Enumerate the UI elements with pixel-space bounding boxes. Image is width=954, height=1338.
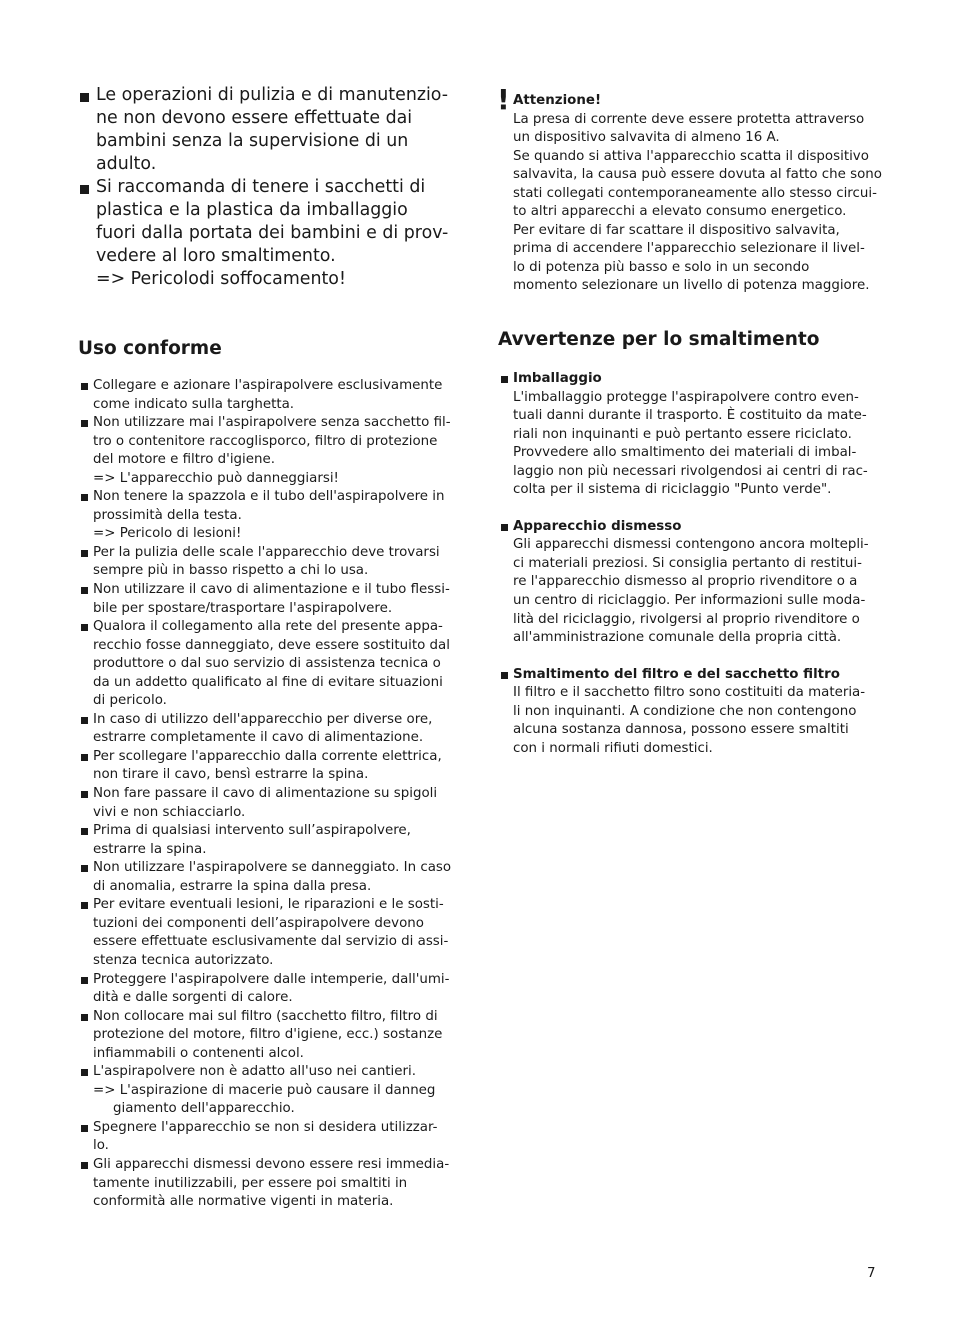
section-title: Smaltimento del filtro e del sacchetto filtro — [513, 666, 840, 682]
bullet-square-icon — [81, 977, 88, 984]
text-line: Gli apparecchi dismessi devono essere resi immedia- — [93, 1156, 450, 1172]
text-line: tuzioni dei componenti dell’aspirapolvere devono — [93, 915, 424, 931]
disposal-section-apparecchio-dismesso — [498, 518, 883, 648]
text-line: sempre più in basso rispetto a chi lo usa. — [93, 563, 369, 579]
page-number: 7 — [867, 1266, 876, 1281]
text-line: un centro di riciclaggio. Per informazioni sulle moda- — [513, 593, 866, 609]
text-line: lo. — [93, 1138, 109, 1154]
text-line: Per la pulizia delle scale l'apparecchio deve trovarsi — [93, 544, 440, 560]
intro-bullet — [78, 84, 458, 176]
list-item — [78, 971, 458, 1008]
text-line: In caso di utilizzo dell'apparecchio per diverse ore, — [93, 711, 433, 727]
text-line: vedere al loro smaltimento. — [96, 246, 336, 266]
bullet-square-icon — [501, 672, 508, 679]
exclamation-icon: ! — [497, 83, 510, 116]
text-line: salvavita, la causa può essere dovuta al fatto che sono — [513, 167, 882, 183]
text-line: Per evitare di far scattare il dispositivo salvavita, — [513, 222, 840, 238]
text-line: riali non inquinanti e può pertanto essere riciclato. — [513, 426, 852, 442]
text-line: protezione del motore, filtro d'igiene, ecc.) sostanze — [93, 1027, 443, 1043]
list-item — [78, 618, 458, 711]
text-line: re l'apparecchio dismesso al proprio rivenditore o a — [513, 574, 858, 590]
bullet-square-icon — [81, 1125, 88, 1132]
bullet-square-icon — [81, 754, 88, 761]
text-line: stenza tecnica autorizzato. — [93, 952, 274, 968]
text-line: Si raccomanda di tenere i sacchetti di — [96, 177, 426, 197]
text-line: Collegare e azionare l'aspirapolvere esclusivamente — [93, 378, 443, 393]
text-line: bambini senza la supervisione di un — [96, 131, 409, 151]
warning-box — [497, 83, 883, 296]
list-item — [78, 377, 458, 414]
text-line: produttore o dal suo servizio di assistenza tecnica o — [93, 656, 441, 672]
text-line: da un addetto qualificato al fine di evitare situazioni — [93, 674, 443, 690]
bullet-square-icon — [81, 902, 88, 909]
disposal-section-imballaggio — [498, 370, 883, 500]
text-line: colta per il sistema di riciclaggio "Punto verde". — [513, 482, 832, 498]
text-line: Prima di qualsiasi intervento sull’aspirapolvere, — [93, 823, 411, 839]
text-line: bile per spostare/trasportare l'aspirapolvere. — [93, 600, 393, 616]
text-line: del motore e filtro d'igiene. — [93, 452, 276, 468]
text-line: L'imballaggio protegge l'aspirapolvere contro even- — [513, 389, 859, 405]
bullet-square-icon — [80, 185, 89, 194]
text-line: all'amministrazione comunale della propria città. — [513, 630, 842, 646]
text-line: => L'aspirazione di macerie può causare il danneg — [93, 1082, 436, 1098]
text-line: non tirare il cavo, bensì estrarre la spina. — [93, 767, 369, 783]
text-line: ne non devono essere effettuate dai — [96, 108, 413, 128]
text-line: momento selezionare un livello di potenza maggiore. — [513, 278, 870, 294]
bullet-square-icon — [81, 828, 88, 835]
list-item — [78, 1063, 458, 1119]
bullet-square-icon — [81, 420, 88, 427]
text-line: Non utilizzare il cavo di alimentazione e il tubo flessi- — [93, 582, 450, 598]
list-item — [78, 1119, 458, 1156]
warning-title: Attenzione! — [513, 93, 602, 108]
text-line: Non tenere la spazzola e il tubo dell'aspirapolvere in — [93, 489, 445, 505]
left-column — [78, 84, 458, 1212]
list-item — [78, 896, 458, 970]
list-item — [78, 859, 458, 896]
bullet-square-icon — [81, 494, 88, 501]
text-line: Qualora il collegamento alla rete del presente appa- — [93, 619, 443, 635]
list-item — [78, 748, 458, 785]
text-line: stati collegati contemporaneamente allo stesso circui- — [513, 185, 877, 201]
list-item — [78, 711, 458, 748]
text-line: Se quando si attiva l'apparecchio scatta il dispositivo — [513, 148, 869, 164]
text-line: recchio fosse danneggiato, deve essere sostituito dal — [93, 637, 450, 653]
text-line: estrarre la spina. — [93, 841, 207, 857]
text-line: di anomalia, estrarre la spina dalla presa. — [93, 878, 372, 894]
bullet-square-icon — [501, 524, 508, 531]
text-line: alcuna sostanza dannosa, possono essere smaltiti — [513, 722, 849, 738]
bullet-square-icon — [81, 1162, 88, 1169]
section-title: Imballaggio — [513, 371, 602, 387]
bullet-square-icon — [81, 1014, 88, 1021]
text-line: lità del riciclaggio, rivolgersi al proprio rivenditore o — [513, 611, 860, 627]
text-line: essere effettuate esclusivamente dal servizio di assi- — [93, 934, 449, 950]
text-line: Non collocare mai sul filtro (sacchetto filtro, filtro di — [93, 1008, 438, 1024]
right-column — [497, 83, 883, 758]
list-item — [78, 1156, 458, 1212]
disposal-section-filtro — [498, 666, 883, 759]
text-line: fuori dalla portata dei bambini e di prov- — [96, 223, 449, 243]
text-line: tuali danni durante il trasporto. È costituito da mate- — [513, 408, 867, 424]
section-heading-avvertenze: Avvertenze per lo smaltimento — [498, 329, 820, 351]
text-line: Il filtro e il sacchetto filtro sono costituiti da materia- — [513, 685, 866, 701]
text-line: infiammabili o contenenti alcol. — [93, 1045, 304, 1061]
bullet-square-icon — [81, 717, 88, 724]
text-line: Le operazioni di pulizia e di manutenzio- — [96, 85, 449, 105]
section-heading-uso-conforme: Uso conforme — [78, 338, 222, 359]
text-line: di pericolo. — [93, 693, 167, 709]
list-item — [78, 1008, 458, 1064]
text-line: un dispositivo salvavita di almeno 16 A. — [513, 130, 780, 146]
bullet-square-icon — [80, 93, 89, 102]
text-line: dità e dalle sorgenti di calore. — [93, 990, 293, 1006]
text-line: L'aspirapolvere non è adatto all'uso nei cantieri. — [93, 1064, 417, 1080]
list-item — [78, 581, 458, 618]
intro-bullet — [78, 176, 458, 291]
text-line: laggio non più necessari rivolgendosi ai centri di rac- — [513, 463, 868, 479]
text-line: Proteggere l'aspirapolvere dalle intemperie, dall'umi- — [93, 971, 450, 987]
text-line: Provvedere allo smaltimento dei materiali di imbal- — [513, 445, 857, 461]
bullet-square-icon — [81, 624, 88, 631]
bullet-square-icon — [81, 865, 88, 872]
text-line: Spegnere l'apparecchio se non si desidera utilizzar- — [93, 1119, 438, 1135]
text-line: li non inquinanti. A condizione che non contengono — [513, 703, 857, 719]
text-line: tro o contenitore raccoglisporco, filtro di protezione — [93, 433, 438, 449]
text-line: Non utilizzare mai l'aspirapolvere senza sacchetto fil- — [93, 415, 451, 431]
text-line: giamento dell'apparecchio. — [113, 1101, 295, 1117]
text-line: ci materiali preziosi. Si consiglia pertanto di restitui- — [513, 555, 862, 571]
text-line: Non utilizzare l'aspirapolvere se danneggiato. In caso — [93, 860, 452, 876]
section-title: Apparecchio dismesso — [513, 518, 682, 534]
text-line: Per evitare eventuali lesioni, le riparazioni e le sosti- — [93, 897, 444, 913]
text-line: => L'apparecchio può danneggiarsi! — [93, 470, 339, 486]
text-line: La presa di corrente deve essere protetta attraverso — [513, 111, 865, 127]
text-line: plastica e la plastica da imballaggio — [96, 200, 408, 220]
text-line: come indicato sulla targhetta. — [93, 396, 295, 412]
text-line: estrarre completamente il cavo di alimentazione. — [93, 730, 424, 746]
bullet-square-icon — [81, 1069, 88, 1076]
bullet-square-icon — [81, 550, 88, 557]
text-line: lo di potenza più basso e solo in un secondo — [513, 259, 810, 275]
bullet-square-icon — [81, 383, 88, 390]
text-line: conformità alle normative vigenti in materia. — [93, 1194, 394, 1210]
text-line: prima di accendere l'apparecchio selezionare il livel- — [513, 241, 865, 257]
bullet-square-icon — [81, 791, 88, 798]
text-line: => Pericolodi soffocamento! — [96, 269, 346, 289]
list-item — [78, 414, 458, 488]
text-line: => Pericolo di lesioni! — [93, 526, 242, 542]
bullet-square-icon — [501, 376, 508, 383]
text-line: Gli apparecchi dismessi contengono ancora moltepli- — [513, 537, 869, 553]
text-line: con i normali rifiuti domestici. — [513, 740, 713, 756]
text-line: vivi e non schiacciarlo. — [93, 804, 246, 820]
list-item — [78, 488, 458, 544]
text-line: adulto. — [96, 154, 157, 174]
text-line: Per scollegare l'apparecchio dalla corrente elettrica, — [93, 748, 442, 764]
intro-list — [78, 84, 458, 291]
text-line: prossimità della testa. — [93, 507, 242, 523]
list-item — [78, 822, 458, 859]
text-line: Non fare passare il cavo di alimentazione su spigoli — [93, 786, 438, 802]
text-line: tamente inutilizzabili, per essere poi smaltiti in — [93, 1175, 408, 1191]
list-item — [78, 785, 458, 822]
bullet-square-icon — [81, 587, 88, 594]
list-item — [78, 544, 458, 581]
text-line: to altri apparecchi a elevato consumo energetico. — [513, 204, 847, 220]
uso-conforme-list — [78, 377, 458, 1212]
